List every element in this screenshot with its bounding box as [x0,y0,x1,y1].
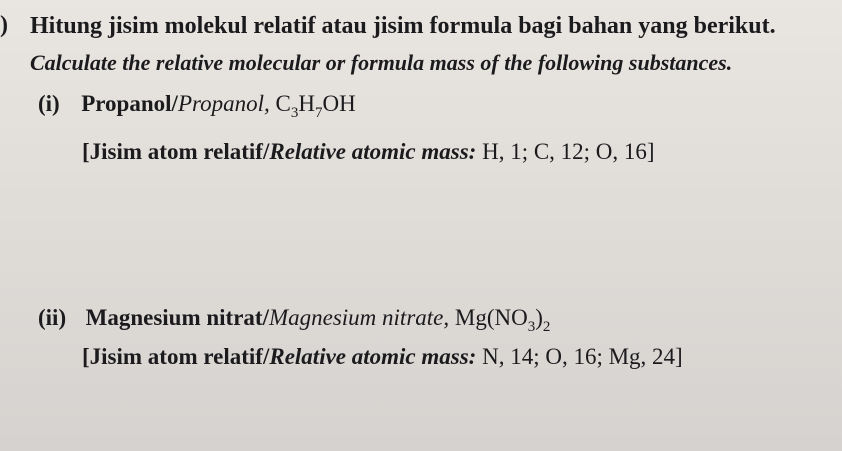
part-ii-name-ms: Magnesium nitrat/ [85,305,269,330]
part-ii-name-en: Magnesium nitrate, [268,305,450,330]
part-ii-formula: $Mg(NO_3)_2$ [454,305,551,335]
part-i-formula: $C_3H_7OH$ [275,91,356,121]
part-ii-heading [38,306,550,335]
question-title-english: Calculate the relative molecular or formula mass of the following substances. [30,50,733,75]
part-i-atomic-mass: [Jisim atom relatif/Relative atomic mass: H, 1; C, 12; O, 16] [82,139,655,164]
question-title-malay: Hitung jisim molekul relatif atau jisim formula bagi bahan yang berikut. [30,13,776,39]
part-i-name-en: Propanol, [177,91,270,116]
part-i-label: (i) [38,91,60,116]
part-ii-atomic-mass: [Jisim atom relatif/Relative atomic mass: N, 14; O, 16; Mg, 24] [82,344,683,369]
question-marker: ) [0,12,8,38]
part-i-name-ms: Propanol/ [81,91,178,116]
part-i-heading [38,92,356,121]
part-ii-label: (ii) [38,305,67,330]
